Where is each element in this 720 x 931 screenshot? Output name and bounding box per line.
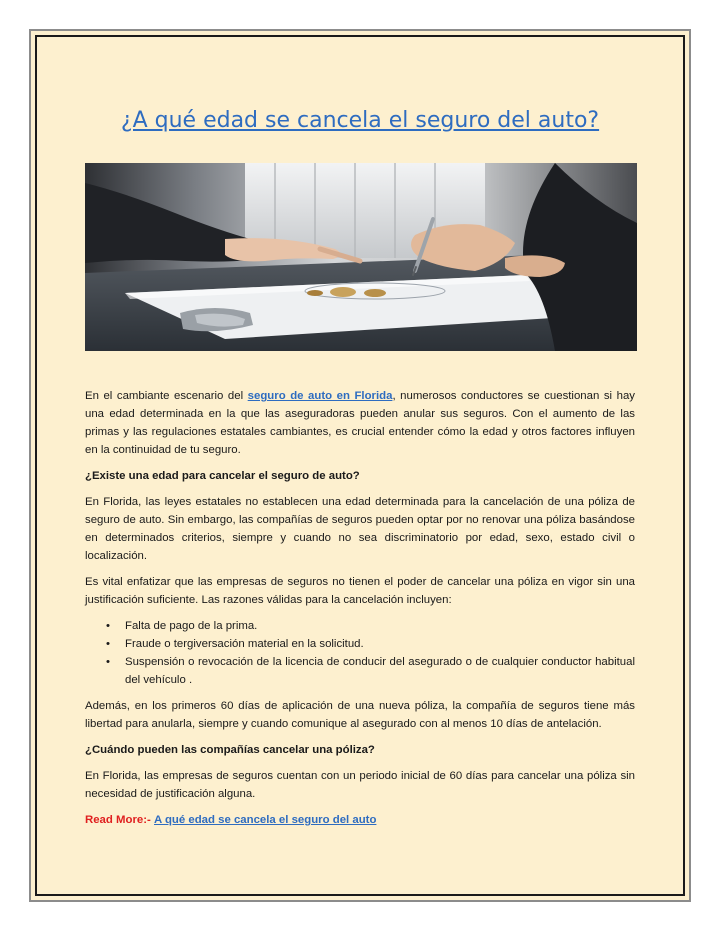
page-border [35,35,685,896]
list-item: • Suspensión o revocación de la licencia de conducir del asegurado o de cualquier conductor habitual del vehículo . [125,653,635,689]
read-more-label: Read More:- [85,814,151,826]
section-heading-edad: ¿Existe una edad para cancelar el seguro de auto? [85,470,360,482]
contract-signing-photo [85,163,637,351]
bullet-icon: • [106,656,110,668]
document-page [29,29,691,902]
list-item: • Falta de pago de la prima. [125,617,635,635]
reasons-list [85,617,635,689]
read-more-link[interactable]: A qué edad se cancela el seguro del auto [154,814,377,826]
paragraph-60-dias: Además, en los primeros 60 días de aplicación de una nueva póliza, la compañía de seguros tiene más libertad para anularla, siempre y cuando comunique al asegurado con al menos 10 días de antelación. [85,700,635,730]
section-heading-cuando: ¿Cuándo pueden las compañías cancelar una póliza? [85,744,375,756]
paragraph-periodo: En Florida, las empresas de seguros cuentan con un periodo inicial de 60 días para cancelar una póliza sin necesidad de justificación alguna. [85,770,635,800]
paragraph-razones: Es vital enfatizar que las empresas de seguros no tienen el poder de cancelar una póliza en vigor sin una justificación suficiente. Las razones válidas para la cancelación incluyen: [85,576,635,606]
read-more-line [85,811,635,829]
document-title: ¿A qué edad se cancela el seguro del auto? [120,108,600,133]
article-body [85,387,635,837]
intro-paragraph: En el cambiante escenario del seguro de auto en Florida, numerosos conductores se cuestionan si hay una edad determinada en la que las aseguradoras pueden anular sus seguros. Con el aumento de las primas y las regulaciones estatales cambiantes, es crucial entender cómo la edad y otros factores influyen en la continuidad de tu seguro. [85,390,635,456]
bullet-icon: • [106,638,110,650]
seguro-florida-link[interactable]: seguro de auto en Florida [247,390,393,402]
bullet-icon: • [106,620,110,632]
paragraph-leyes: En Florida, las leyes estatales no establecen una edad determinada para la cancelación de una póliza de seguro de auto. Sin embargo, las compañías de seguros pueden optar por no renovar una póliza basándose en determinados criterios, siempre y cuando no sea discriminatorio por edad, sexo, estado civil o localización. [85,496,635,562]
list-item: • Fraude o tergiversación material en la solicitud. [125,635,635,653]
